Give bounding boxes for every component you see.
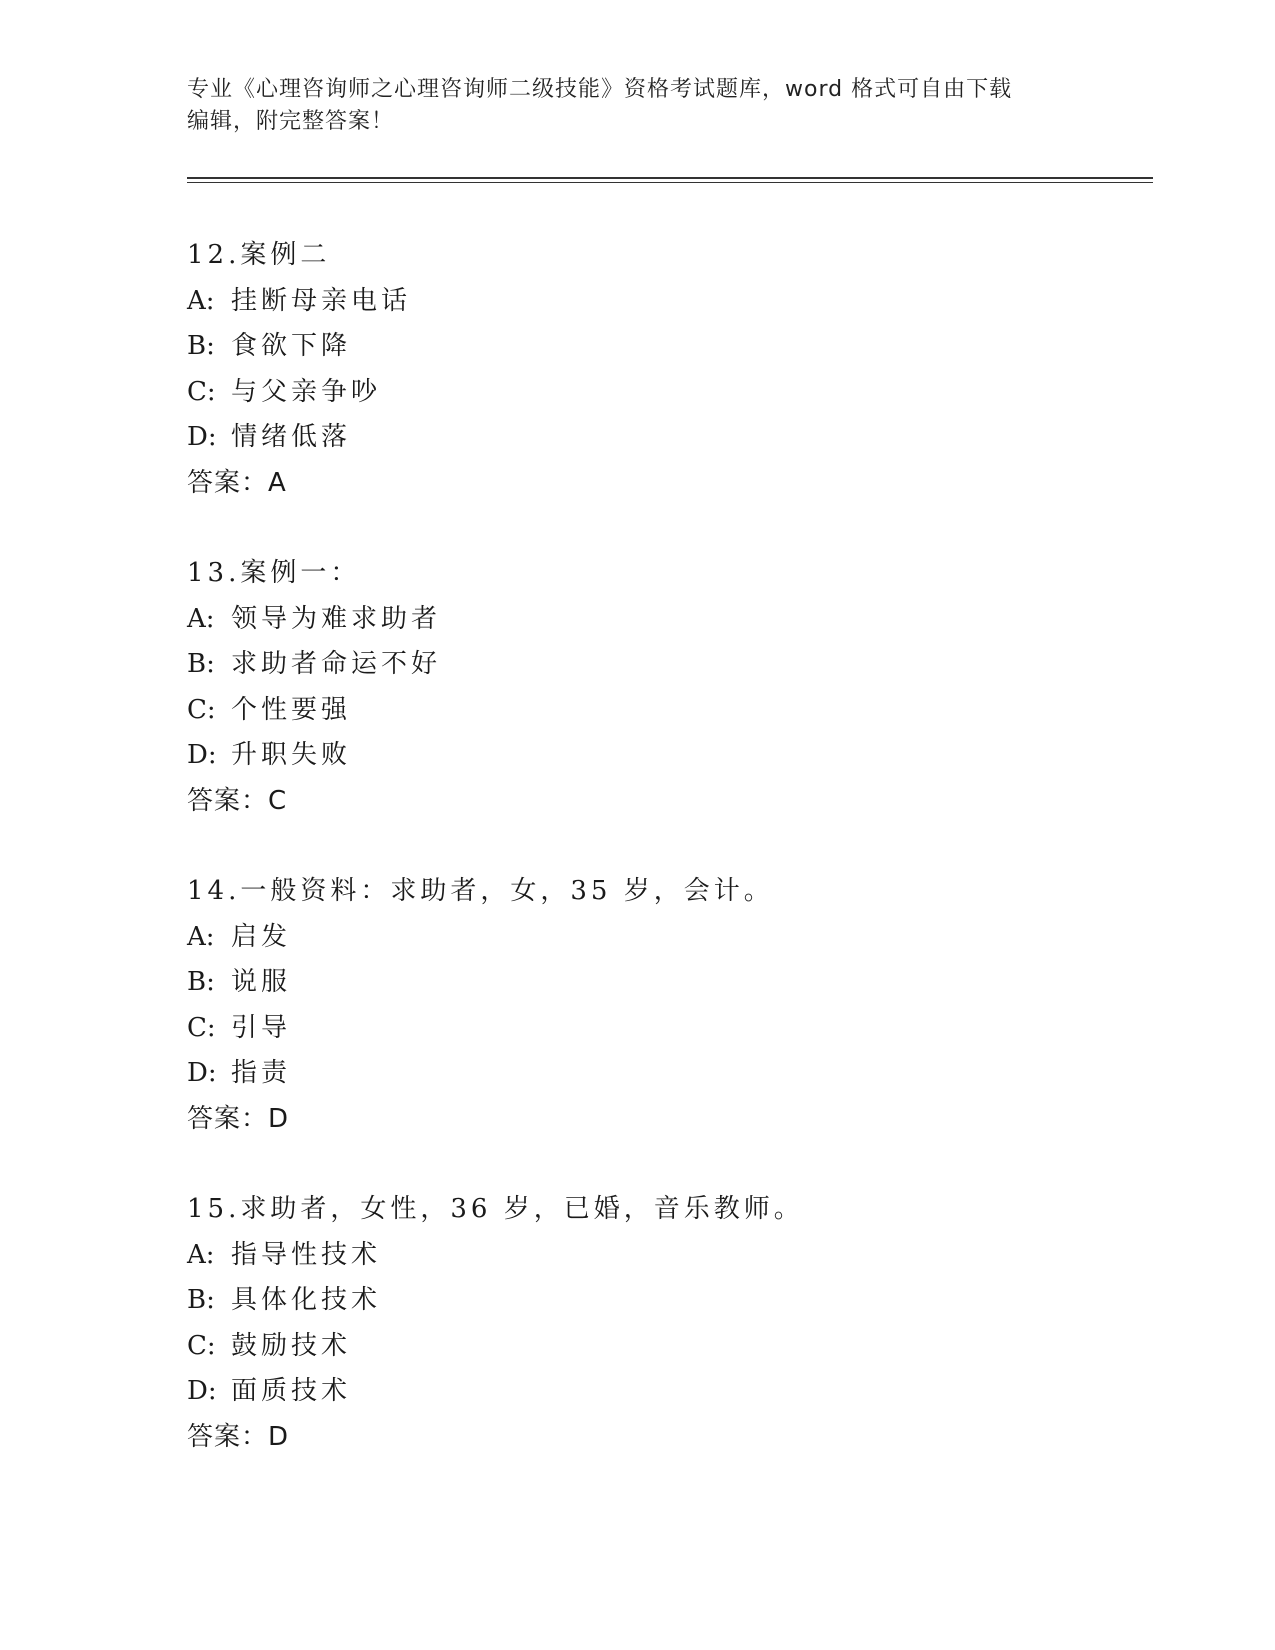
- header-line-1: 专业《心理咨询师之心理咨询师二级技能》资格考试题库，word 格式可自由下载: [187, 77, 1013, 102]
- option-c: [187, 1006, 1087, 1052]
- option-b: [187, 324, 1087, 370]
- option-c: [187, 688, 1087, 734]
- option-key: A:: [187, 1239, 215, 1270]
- option-d: [187, 415, 1087, 461]
- option-d: [187, 1369, 1087, 1415]
- document-header: [187, 74, 1067, 138]
- option-key: C:: [187, 376, 216, 407]
- option-key: B:: [187, 967, 215, 997]
- option-key: C:: [187, 1012, 216, 1043]
- option-text: 食欲下降: [231, 331, 352, 361]
- option-key: B:: [187, 331, 215, 361]
- option-text: 面质技术: [231, 1376, 352, 1406]
- option-a: [187, 597, 1087, 643]
- option-b: [187, 1278, 1087, 1324]
- option-d: [187, 733, 1087, 779]
- option-key: A:: [187, 603, 215, 634]
- option-key: D:: [187, 1058, 217, 1088]
- option-c: [187, 370, 1087, 416]
- option-key: A:: [187, 285, 215, 316]
- answer: 答案：D: [187, 1103, 290, 1134]
- option-key: D:: [187, 422, 217, 452]
- option-key: B:: [187, 1285, 215, 1315]
- answer: 答案：A: [187, 467, 287, 498]
- question-13: [187, 551, 1087, 824]
- option-text: 说服: [231, 967, 292, 997]
- option-text: 领导为难求助者: [231, 603, 442, 634]
- option-text: 鼓励技术: [231, 1330, 352, 1361]
- option-d: [187, 1051, 1087, 1097]
- option-b: [187, 960, 1087, 1006]
- question-stem: 14.一般资料：求助者，女，35 岁，会计。: [187, 876, 774, 906]
- question-12: [187, 233, 1087, 506]
- option-text: 指导性技术: [231, 1239, 382, 1270]
- question-15: [187, 1187, 1087, 1460]
- option-key: B:: [187, 649, 215, 679]
- option-a: [187, 915, 1087, 961]
- header-divider-bottom: [187, 182, 1153, 183]
- question-stem: 15.求助者，女性，36 岁，已婚，音乐教师。: [187, 1194, 804, 1224]
- question-14: [187, 869, 1087, 1142]
- option-text: 挂断母亲电话: [231, 285, 412, 316]
- option-a: [187, 1233, 1087, 1279]
- option-text: 具体化技术: [231, 1285, 382, 1315]
- option-text: 引导: [231, 1012, 292, 1043]
- answer: 答案：D: [187, 1421, 290, 1452]
- option-c: [187, 1324, 1087, 1370]
- header-line-2: 编辑，附完整答案！: [187, 109, 395, 134]
- option-key: A:: [187, 921, 215, 952]
- option-text: 与父亲争吵: [231, 376, 382, 407]
- option-text: 启发: [231, 921, 292, 952]
- option-a: [187, 279, 1087, 325]
- option-key: D:: [187, 1376, 217, 1406]
- option-key: D:: [187, 740, 217, 770]
- header-divider-top: [187, 177, 1153, 179]
- option-key: C:: [187, 1330, 216, 1361]
- answer: 答案：C: [187, 785, 288, 816]
- question-stem: 12.案例二: [187, 240, 331, 270]
- option-b: [187, 642, 1087, 688]
- option-text: 个性要强: [231, 694, 352, 725]
- question-stem: 13.案例一：: [187, 558, 361, 588]
- option-text: 求助者命运不好: [231, 649, 442, 679]
- option-text: 情绪低落: [231, 422, 352, 452]
- option-text: 指责: [231, 1058, 292, 1088]
- option-key: C:: [187, 694, 216, 725]
- option-text: 升职失败: [231, 740, 352, 770]
